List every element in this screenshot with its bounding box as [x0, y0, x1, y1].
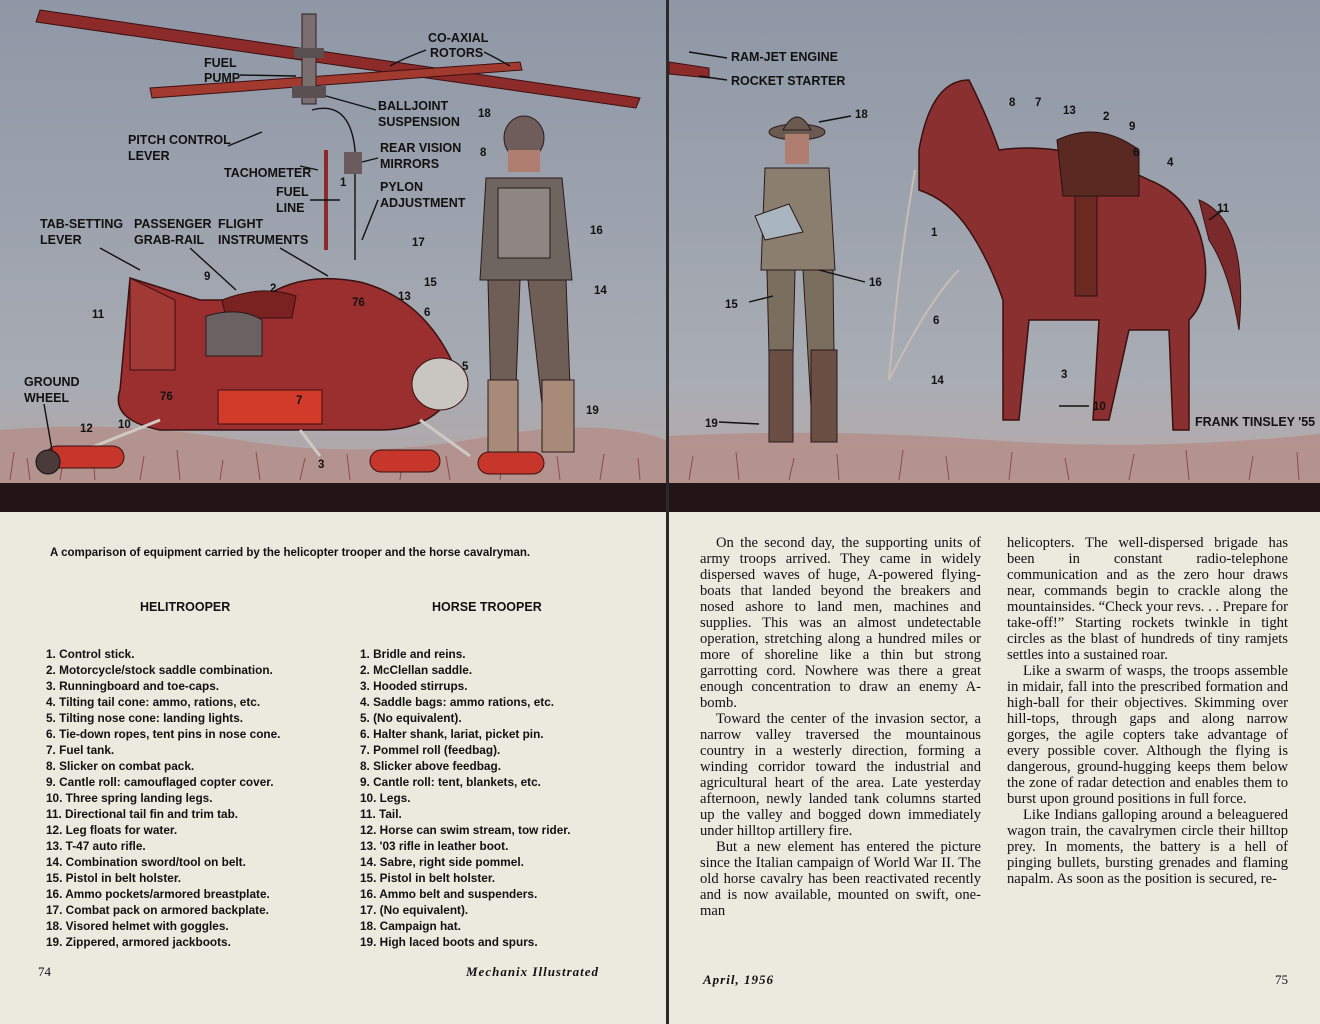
label-grab-rail-2: GRAB-RAIL [134, 233, 205, 247]
list-item: 10. Three spring landing legs. [46, 791, 213, 805]
label-flight-instruments-2: INSTRUMENTS [218, 233, 309, 247]
callout-76-pylon: 76 [352, 297, 365, 309]
callout-6-b: 6 [933, 315, 940, 327]
list-item: 5. Tilting nose cone: landing lights. [46, 711, 244, 725]
label-coaxial-rotors-2: ROTORS [430, 46, 484, 60]
rotor-hub [294, 48, 324, 58]
label-tachometer: TACHOMETER [224, 166, 312, 180]
list-item: 3. Hooded stirrups. [360, 679, 468, 693]
list-item: 15. Pistol in belt holster. [46, 871, 182, 885]
callout-3: 3 [318, 459, 325, 471]
callout-15: 15 [424, 277, 437, 289]
list-item: 8. Slicker on combat pack. [46, 759, 195, 773]
list-item: 14. Sabre, right side pommel. [360, 855, 524, 869]
callout-10-a: 10 [118, 419, 131, 431]
engine [206, 312, 262, 356]
ground-band [669, 483, 1320, 512]
callout-19: 19 [705, 418, 718, 430]
callout-9: 9 [204, 271, 211, 283]
right-page [669, 0, 1320, 1024]
illustration-caption: A comparison of equipment carried by the helicopter trooper and the horse cavalryman. [50, 547, 531, 559]
list-item: 9. Cantle roll: camouflaged copter cover. [46, 775, 274, 789]
fuel-tank [218, 390, 322, 424]
list-item: 1. Bridle and reins. [360, 647, 466, 661]
label-coaxial-rotors-1: CO-AXIAL [428, 31, 489, 45]
callout-2: 2 [1103, 111, 1110, 123]
callout-6: 6 [1133, 147, 1140, 159]
list-item: 16. Ammo belt and suspenders. [360, 887, 538, 901]
list-item: 6. Tie-down ropes, tent pins in nose cone. [46, 727, 281, 741]
list-item: 4. Tilting tail cone: ammo, rations, etc. [46, 695, 261, 709]
balljoint [292, 86, 326, 98]
list-item: 11. Directional tail fin and trim tab. [46, 807, 239, 821]
label-grab-rail-1: PASSENGER [134, 217, 212, 231]
helitrooper-list [46, 646, 280, 950]
helitrooper-header: HELITROOPER [140, 600, 231, 614]
list-item: 19. High laced boots and spurs. [360, 935, 538, 949]
label-balljoint-2: SUSPENSION [378, 115, 460, 129]
callout-16: 16 [869, 277, 882, 289]
paragraph: On the second day, the supporting units of army troops arrived. They came in widely dispersed waves of huge, A-powered flying-boats that landed beyond the breakers and nosed ashore to land men, machines and supplies. This was an almost undetectable operation, stretching along a hundred miles or more of shoreline like a thin but strong garrotting cord. Nowhere was there a great enough concentration to draw an enemy A-bomb. [700, 535, 981, 711]
list-item: 2. McClellan saddle. [360, 663, 473, 677]
callout-15: 15 [725, 299, 738, 311]
label-pylon-2: ADJUSTMENT [380, 196, 466, 210]
list-item: 7. Fuel tank. [46, 743, 115, 757]
helicopter-drawing [0, 0, 666, 512]
magazine-name: Mechanix Illustrated [466, 964, 600, 979]
callout-19: 19 [586, 405, 599, 417]
callout-1: 1 [931, 227, 938, 239]
callout-11: 11 [92, 309, 105, 321]
callout-2: 2 [270, 283, 277, 295]
callout-13: 13 [398, 291, 411, 303]
list-item: 13. '03 rifle in leather boot. [360, 839, 509, 853]
callout-5: 5 [462, 361, 469, 373]
list-item: 16. Ammo pockets/armored breastplate. [46, 887, 270, 901]
list-item: 5. (No equivalent). [360, 711, 462, 725]
callout-8: 8 [1009, 97, 1016, 109]
callout-18: 18 [855, 109, 868, 121]
paragraph: Toward the center of the invasion sector, a narrow valley traversed the mountainous country in a westerly direction, forming a winding corridor toward the industrial and agricultural heart of the area. Late yesterday afternoon, newly landed tank columns started up the valley and bogged down immediately under hilltop artillery fire. [700, 711, 981, 839]
callout-4: 4 [1167, 157, 1174, 169]
callout-1: 1 [340, 177, 347, 189]
list-item: 12. Leg floats for water. [46, 823, 178, 837]
label-fuel-pump-2: PUMP [204, 71, 241, 85]
callout-7: 7 [296, 395, 303, 407]
label-rocket-starter: ROCKET STARTER [731, 74, 846, 88]
nose-cone [412, 358, 468, 410]
issue-date: April, 1956 [703, 972, 774, 987]
helicopter-illustration [0, 0, 666, 512]
list-item: 13. T-47 auto rifle. [46, 839, 146, 853]
list-item: 11. Tail. [360, 807, 402, 821]
label-rear-vision-2: MIRRORS [380, 157, 440, 171]
callout-10: 10 [1093, 401, 1106, 413]
label-balljoint-1: BALLJOINT [378, 99, 449, 113]
label-fuel-line-2: LINE [276, 201, 305, 215]
list-item: 7. Pommel roll (feedbag). [360, 743, 501, 757]
label-tab-setting-2: LEVER [40, 233, 82, 247]
label-ground-wheel-1: GROUND [24, 375, 80, 389]
label-flight-instruments-1: FLIGHT [218, 217, 264, 231]
horse-trooper-list [360, 646, 570, 950]
callout-14: 14 [931, 375, 944, 387]
callout-18: 18 [478, 108, 491, 120]
label-pylon-1: PYLON [380, 180, 424, 194]
page-number-right: 75 [1275, 972, 1288, 987]
list-item: 17. Combat pack on armored backplate. [46, 903, 269, 917]
list-item: 15. Pistol in belt holster. [360, 871, 496, 885]
list-item: 2. Motorcycle/stock saddle combination. [46, 663, 273, 677]
artist-signature: FRANK TINSLEY '55 [1195, 415, 1316, 429]
callout-17: 17 [412, 237, 425, 249]
list-item: 18. Visored helmet with goggles. [46, 919, 229, 933]
label-pitch-control-2: LEVER [128, 149, 170, 163]
ground-band [0, 483, 666, 512]
label-fuel-line-1: FUEL [276, 185, 309, 199]
article-column-2 [1007, 535, 1288, 887]
callout-8: 8 [480, 147, 487, 159]
saddle [1057, 132, 1139, 196]
list-item: 6. Halter shank, lariat, picket pin. [360, 727, 544, 741]
list-item: 10. Legs. [360, 791, 411, 805]
label-tab-setting-1: TAB-SETTING [40, 217, 124, 231]
label-pitch-control-1: PITCH CONTROL [128, 133, 231, 147]
list-item: 17. (No equivalent). [360, 903, 469, 917]
label-rear-vision-1: REAR VISION [380, 141, 462, 155]
callout-14: 14 [594, 285, 607, 297]
callout-9: 9 [1129, 121, 1136, 133]
list-item: 8. Slicker above feedbag. [360, 759, 501, 773]
label-ram-jet-engine: RAM-JET ENGINE [731, 50, 838, 64]
callout-12-a: 12 [80, 423, 93, 435]
callout-11: 11 [1217, 203, 1230, 215]
callout-76-body: 76 [160, 391, 173, 403]
label-fuel-pump-1: FUEL [204, 56, 237, 70]
callout-16: 16 [590, 225, 603, 237]
rifle-boot [1075, 196, 1097, 296]
list-item: 9. Cantle roll: tent, blankets, etc. [360, 775, 541, 789]
list-item: 3. Runningboard and toe-caps. [46, 679, 220, 693]
horse-trooper-header: HORSE TROOPER [432, 600, 542, 614]
paragraph: helicopters. The well-dispersed brigade has been in constant radio-telephone communication and as the zero hour draws near, commands begin to crackle along the mountainsides. “Check your revs. . . Prepare for take-off!” Starting rockets twinkle in tight circles as the blast of hundreds of tiny ramjets settles into a sustained roar. [1007, 535, 1288, 663]
callout-7: 7 [1035, 97, 1042, 109]
page-number-left: 74 [38, 964, 51, 979]
ground-wheel [36, 450, 60, 474]
paragraph: Like Indians galloping around a beleaguered wagon train, the cavalrymen circle their hilltop prey. In moments, the battery is a hell of pinging bullets, bursting grenades and flaming napalm. As soon as the position is secured, re- [1007, 807, 1288, 887]
mirror-unit [344, 152, 362, 174]
article-column-1 [700, 535, 981, 919]
list-item: 18. Campaign hat. [360, 919, 461, 933]
paragraph: Like a swarm of wasps, the troops assemble in midair, fall into the prescribed formation and high-ball for their objectives. Skimming over hill-tops, through gaps and along narrow gorges, the agile copters take advantage of every possible cover. Although the flying is dangerous, ground-hugging keeps them below the zone of radar detection and enables them to burst upon ground positions in full force. [1007, 663, 1288, 807]
list-item: 19. Zippered, armored jackboots. [46, 935, 231, 949]
list-item: 12. Horse can swim stream, tow rider. [360, 823, 571, 837]
list-item: 1. Control stick. [46, 647, 135, 661]
callout-3: 3 [1061, 369, 1068, 381]
horse-drawing [669, 0, 1320, 512]
paragraph: But a new element has entered the picture since the Italian campaign of World War II. The old horse cavalry has been reactivated recently and is now available, mounted on swift, one-man [700, 839, 981, 919]
list-item: 4. Saddle bags: ammo rations, etc. [360, 695, 555, 709]
callout-6: 6 [424, 307, 431, 319]
label-ground-wheel-2: WHEEL [24, 391, 70, 405]
callout-13: 13 [1063, 105, 1076, 117]
list-item: 14. Combination sword/tool on belt. [46, 855, 246, 869]
horse-illustration [669, 0, 1320, 512]
